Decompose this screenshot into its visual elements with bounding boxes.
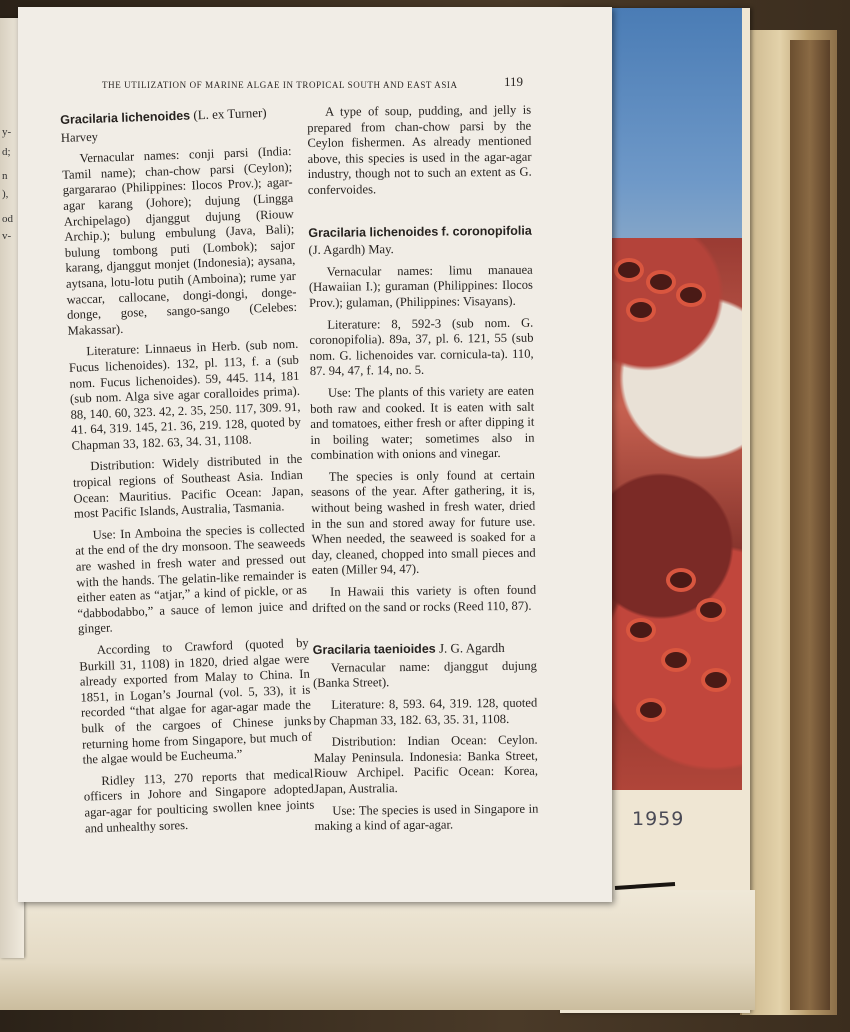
distribution-paragraph: Distribution: Widely distributed in the tropical regions of Southeast Asia. Indian Ocean: Mauritius. Pacific Ocean: Japan, most Pacific Islands, Australia, Tasmania. (72, 452, 304, 522)
use-paragraph: Use: The species is used in Singapore in making a kind of agar-agar. (314, 801, 539, 834)
literature-paragraph: Literature: 8, 593. 64, 319. 128, quoted by Chapman 33, 182. 63, 35. 31, 1108. (313, 695, 538, 728)
vernacular-names-paragraph: Vernacular names: limu manauea (Hawaiian I.); guraman (Philippines: Ilocos Prov.); gulaman, (Philippines: Visayans). (308, 262, 533, 310)
book-bottom-pages (0, 890, 755, 1010)
edge-text-fragment: n (2, 170, 8, 182)
edge-text-fragment: ), (2, 188, 9, 200)
use-paragraph: Use: In Amboina the species is collected at the end of the dry monsoon. The seaweeds are washed in fresh water and pressed out with the hands. The gelatin-like remainder is either eaten as “atjar,” a kind of pickle, or as “dabbodabbo,” a sauce of lemon juice and ginger. (75, 520, 308, 637)
continued-paragraph: A type of soup, pudding, and jelly is prepared from chan-chow parsi by the Ceylon fishermen. As already mentioned above, this species is used in the agar-agar industry, though not to such an extent as G. confervoides. (307, 102, 532, 197)
photo-water (606, 8, 742, 258)
species-name: Gracilaria lichenoides (308, 224, 439, 240)
species-author: J. G. Agardh (438, 640, 505, 656)
species-heading (313, 640, 537, 659)
running-head: THE UTILIZATION OF MARINE ALGAE IN TROPICAL SOUTH AND EAST ASIA (102, 80, 458, 90)
coral-polyp (636, 698, 666, 722)
section-gap (312, 620, 536, 642)
literature-paragraph: Literature: 8, 592-3 (sub nom. G. coronopifolia). 89a, 37, pl. 6. 121, 55 (sub nom. G. lichenoides var. cornicula-ta). 110, 87. 94, 47, f. 14, no. 5. (309, 315, 534, 379)
edge-text-fragment: y- (2, 126, 12, 138)
page-number: 119 (504, 74, 524, 89)
species-author-continued: Harvey (60, 129, 99, 145)
coral-polyp (614, 258, 644, 282)
hawaii-paragraph: In Hawaii this variety is often found drifted on the sand or rocks (Reed 110, 87). (312, 582, 537, 615)
seasons-paragraph: The species is only found at certain seasons of the year. After gathering, it is, without being washed in fresh water, dried in the sun and stored away for future use. When needed, the seaweed is soaked for a day, cleaned, chopped into small pieces and eaten (Miller 94, 47). (310, 467, 536, 578)
coral-polyp (661, 648, 691, 672)
species-author: (J. Agardh) May. (308, 242, 394, 258)
right-column (307, 103, 539, 841)
section-gap (308, 202, 532, 224)
coral-polyp (626, 618, 656, 642)
use-paragraph: Use: The plants of this variety are eaten both raw and cooked. It is eaten with salt and tomatoes, either fresh or after dipping it in boiling water; sometimes also in combination with onions and vinegar. (310, 383, 535, 463)
coral-polyp (701, 668, 731, 692)
coral-polyp (666, 568, 696, 592)
vernacular-names-paragraph: Vernacular name: djanggut dujung (Banka Street). (312, 658, 537, 691)
species-heading (308, 222, 532, 241)
literature-paragraph: Literature: Linnaeus in Herb. (sub nom. Fucus lichenoides). 132, pl. 113, f. a (sub nom. Fucus lichenoides). 59, 445. 114, 181 (sub nom. Alga sive agar coralloides prima). 88, 140. 60, 323. 42, 2. 35, 250. 117, 309. 91, 41. 64, 319. 145, 21. 36, 219. 128, quoted by Chapman 33, 182. 63, 34. 31, 1108. (68, 337, 302, 453)
species-name: Gracilaria lichenoides (60, 108, 191, 127)
edge-text-fragment: od (2, 213, 13, 225)
species-name: Gracilaria taenioides (312, 641, 436, 658)
coral-polyp (646, 270, 676, 294)
coral-photograph (606, 8, 742, 790)
edge-text-fragment: d; (2, 146, 11, 158)
coral-polyp (696, 598, 726, 622)
vernacular-names-paragraph: Vernacular names: conji parsi (India: Tamil name); chan-chow parsi (Ceylon); gargararao (Philippines: Ilocos Prov.); agar-agar karang (Johore); dujung (Lingga Archipelago) djanggut dujung (Riouw Archip.); bulung embulung (Java, Bali); bulung tombong puti (Lombok); sajor karang, djanggut monjet (Indonesia); aysana, aytsana, lotu-lotu putih (Amboina); rume yar waccar, callocane, dongi-dongi, donge-donge, gose, sango-sango (Celebes: Makassar). (61, 144, 298, 338)
coral-polyp (626, 298, 656, 322)
left-column (60, 104, 315, 843)
species-form: f. coronopifolia (441, 223, 532, 239)
distribution-paragraph: Distribution: Indian Ocean: Ceylon. Malay Peninsula. Indonesia: Banka Street, Riouw Archipel. Pacific Ocean: Korea, Japan, Australia. (313, 732, 539, 796)
species-author: (L. ex Turner) (193, 104, 267, 123)
handwritten-year: 1959 (632, 808, 685, 830)
edge-text-fragment: v- (2, 230, 12, 242)
book-cover-edge (790, 40, 830, 1010)
coral-polyp (676, 283, 706, 307)
photo-coral (606, 238, 742, 790)
history-paragraph: According to Crawford (quoted by Burkill 31, 1108) in 1820, dried algae were already exported from Malay to China. In 1851, in Logan’s Journal (vol. 5, 33), it is recorded “that algae for agar-agar made the bulk of the cargoes of Chinese junks returning home from Singapore, but much of the algae would be Eucheuma.” (79, 635, 313, 767)
medical-use-paragraph: Ridley 113, 270 reports that medical officers in Johore and Singapore adopted agar-agar for poulticing swollen knee joints and unhealthy sores. (83, 766, 315, 836)
